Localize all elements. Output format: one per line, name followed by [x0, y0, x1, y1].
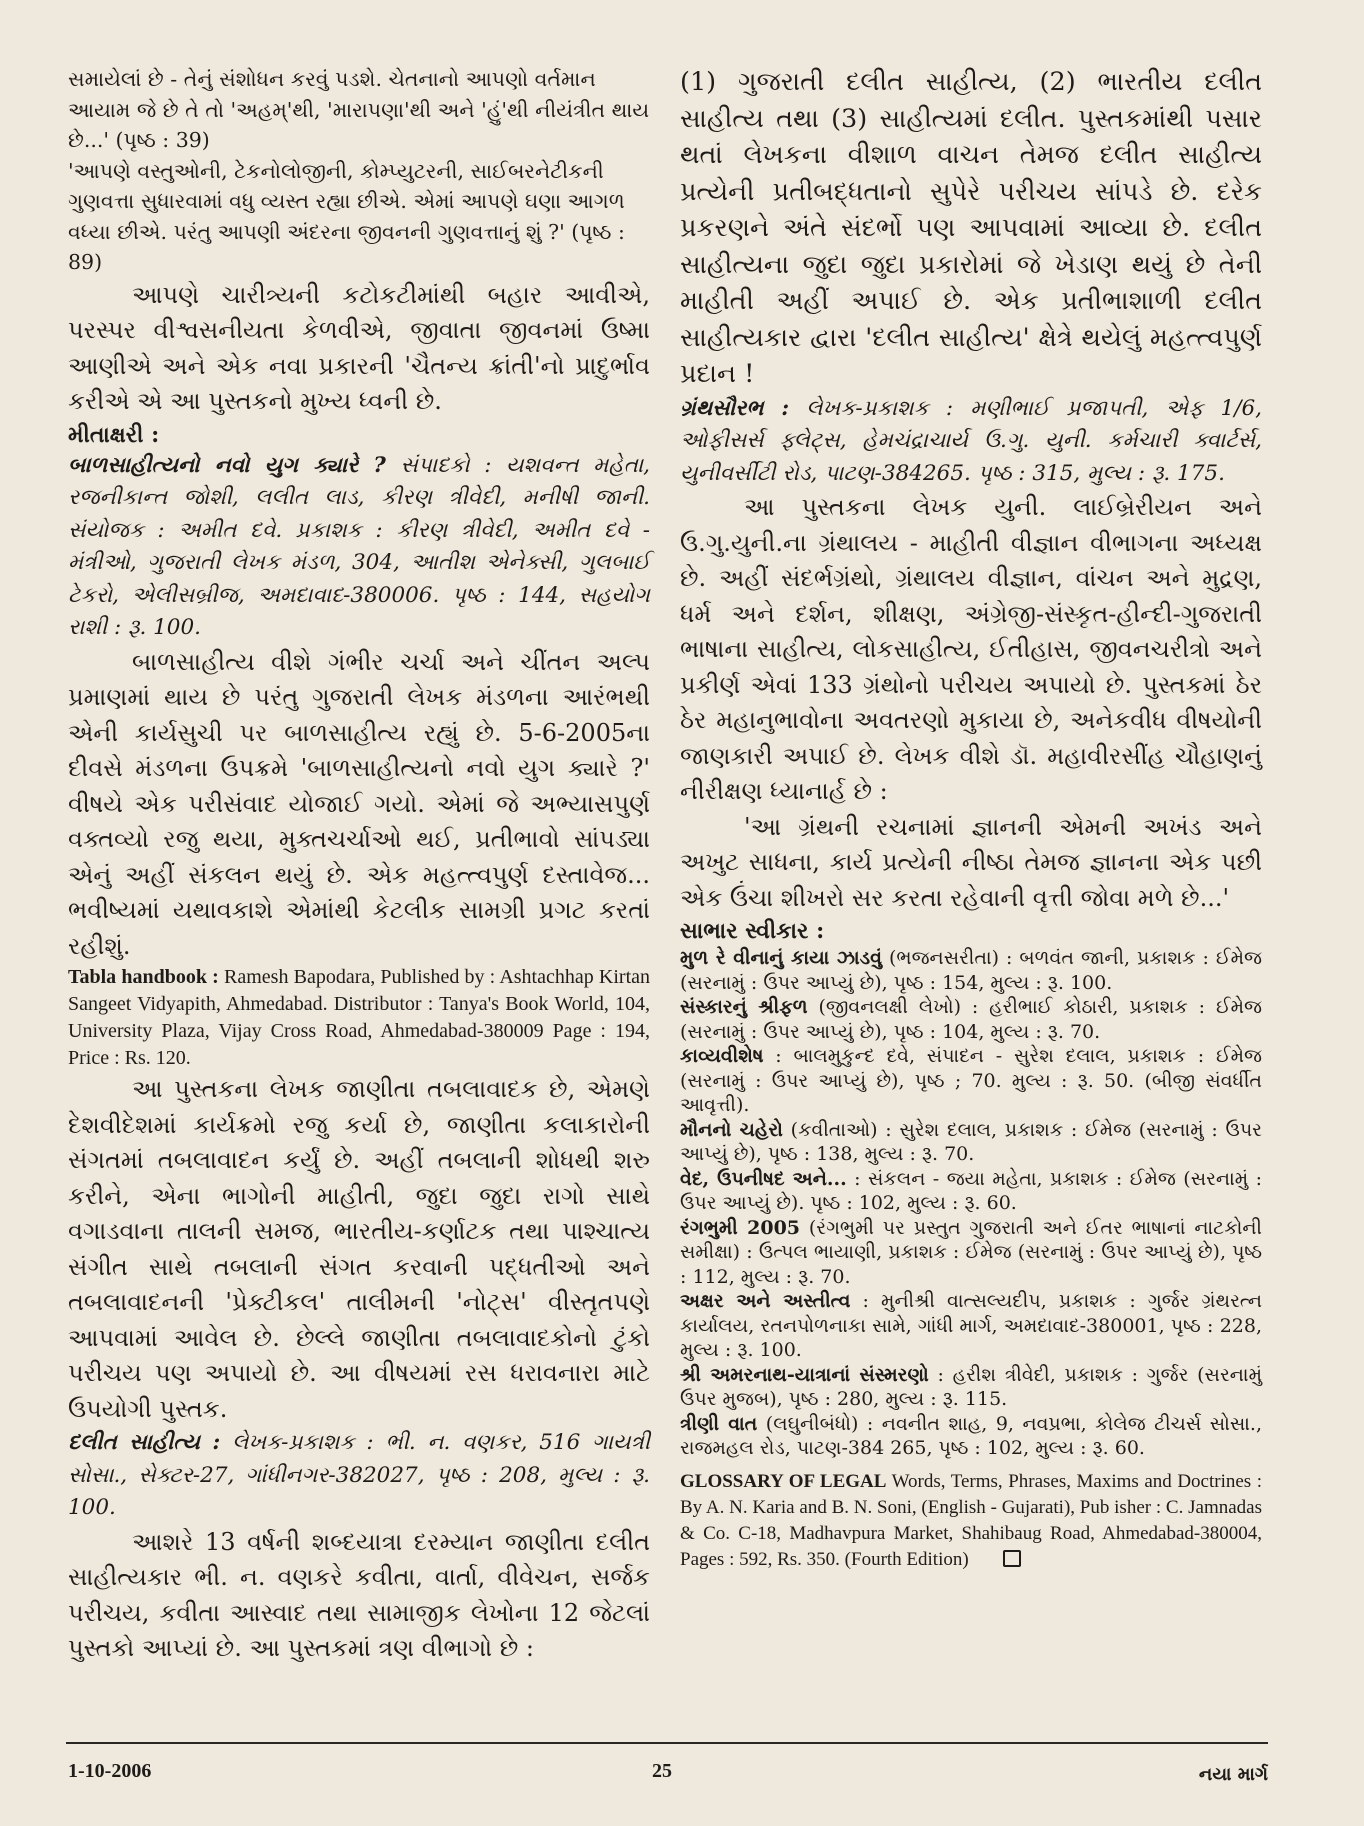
book-title: રંગભુમી 2005 — [680, 1216, 801, 1239]
book-details: (કવીતાઓ) : સુરેશ દલાલ, પ્રકાશક : ઈમેજ (સરનામું : ઉપર આપ્યું છે), પૃષ્ઠ : 138, મુલ્ય : રૂ. 70. — [680, 1118, 1262, 1165]
book-title: શ્રી અમરનાથ-યાત્રાનાં સંસ્મરણો — [680, 1363, 929, 1386]
body-paragraph: બાળસાહીત્ય વીશે ગંભીર ચર્ચા અને ચીંતન અલ્પ પ્રમાણમાં થાય છે પરંતુ ગુજરાતી લેખક મંડળના આરંભથી એની કાર્યસુચી પર બાળસાહીત્ય રહ્યું છે. 5-6-2005ના દીવસે મંડળના ઉપક્રમે 'બાળસાહીત્યનો નવો યુગ ક્યારે ?' વીષયે એક પરીસંવાદ યોજાઈ ગયો. એમાં જે અભ્યાસપુર્ણ વક્તવ્યો રજુ થયા, મુક્તચર્ચાઓ થઈ, પ્રતીભાવો સાંપડ્યા એનું અહીં સંકલન થયું છે. એક મહત્ત્વપુર્ણ દસ્તાવેજ... ભવીષ્યમાં યથાવકાશે એમાંથી કેટલીક સામગ્રી પ્રગટ કરતાં રહીશું. — [68, 647, 650, 960]
acknowledgement-item — [680, 1118, 1262, 1167]
book-details: લેખક-પ્રકાશક : મણીભાઈ પ્રજાપતી, એફ 1/6, ઓફીસર્સ ફ્લેટ્સ, હેમચંદ્રાચાર્ય ઉ.ગુ. યુની. કર્મચારી ક્વાર્ટર્સ, યુનીવર્સીટી રોડ, પાટણ-384265. પૃષ્ઠ : 315, મુલ્ય : રૂ. 175. — [680, 395, 1262, 486]
left-column — [68, 64, 650, 1667]
book-details: (ભજનસરીતા) : બળવંત જાની, પ્રકાશક : ઈમેજ (સરનામું : ઉપર આપ્યું છે), પૃષ્ઠ : 154, મુલ્ય : રૂ. 100. — [680, 947, 1262, 994]
book-citation — [68, 1427, 650, 1525]
book-title: Tabla handbook : — [68, 966, 219, 988]
body-paragraph: આ પુસ્તકના લેખક યુની. લાઈબ્રેરીયન અને ઉ.ગુ.યુની.ના ગ્રંથાલય - માહીતી વીજ્ઞાન વીભાગના અધ્યક્ષ છે. અહીં સંદર્ભગ્રંથો, ગ્રંથાલય વીજ્ઞાન, વાંચન અને મુદ્રણ, ધર્મ અને દર્શન, શીક્ષણ, અંગ્રેજી-સંસ્કૃત-હીન્દી-ગુજરાતી ભાષાના સાહીત્ય, લોકસાહીત્ય, ઈતીહાસ, જીવનચરીત્રો અને પ્રકીર્ણ એવાં 133 ગ્રંથોનો પરીચય અપાયો છે. પુસ્તકમાં ઠેર ઠેર મહાનુભાવોના અવતરણો મુકાયા છે, અનેકવીધ વીષયોની જાણકારી અપાઈ છે. લેખક વીશે ડૉ. મહાવીરસીંહ ચૌહાણનું નીરીક્ષણ ધ્યાનાર્હ છે : — [680, 493, 1262, 805]
book-details: : સંકલન - જયા મહેતા, પ્રકાશક : ઈમેજ (સરનામું : ઉપર આપ્યું છે). પૃષ્ઠ : 102, મુલ્ય : રૂ. 60. — [680, 1167, 1263, 1214]
acknowledgement-item — [680, 1044, 1262, 1118]
quote-paragraph: 'આપણે વસ્તુઓની, ટેકનોલોજીની, કોમ્પ્યુટરની, સાઈબરનેટીકની ગુણવત્તા સુધારવામાં વધુ વ્યસ્ત રહ્યા છીએ. એમાં આપણે ઘણા આગળ વધ્યા છીએ. પરંતુ આપણી અંદરના જીવનની ગુણવત્તાનું શું ?' (પૃષ્ઠ : 89) — [68, 158, 625, 274]
acknowledgement-item — [680, 1289, 1262, 1363]
book-title: કાવ્યવીશેષ — [680, 1045, 764, 1067]
body-paragraph: (1) ગુજરાતી દલીત સાહીત્ય, (2) ભારતીય દલીત સાહીત્ય તથા (3) સાહીત્યમાં દલીત. પુસ્તકમાંથી પસાર થતાં લેખકના વીશાળ વાચન તેમજ દલીત સાહીત્ય પ્રત્યેની પ્રતીબદ્ધતાનો સુપેરે પરીચય સાંપડે છે. દરેક પ્રકરણને અંતે સંદર્ભો પણ આપવામાં આવ્યા છે. દલીત સાહીત્યના જુદા જુદા પ્રકારોમાં જે ખેડાણ થયું છે તેની માહીતી અહીં અપાઈ છે. એક પ્રતીભાશાળી દલીત સાહીત્યકાર દ્વારા 'દલીત સાહીત્ય' ક્ષેત્રે થયેલું મહત્ત્વપુર્ણ પ્રદાન ! — [680, 67, 1262, 389]
book-title: GLOSSARY OF LEGAL — [680, 1470, 887, 1492]
book-details: (લઘુનીબંધો) : નવનીત શાહ, 9, નવપ્રભા, કોલેજ ટીચર્સ સોસા., રાજમહલ રોડ, પાટણ-384 265, પૃષ્ઠ : 102, મુલ્ય : રૂ. 60. — [680, 1412, 1263, 1459]
english-citation — [68, 964, 650, 1072]
body-paragraph: આપણે ચારીત્ર્યની કટોકટીમાંથી બહાર આવીએ, પરસ્પર વીશ્વસનીયતા કેળવીએ, જીવાતા જીવનમાં ઉષ્મા આણીએ અને એક નવા પ્રકારની 'ચૈતન્ય ક્રાંતી'નો પ્રાદુર્ભાવ કરીએ એ આ પુસ્તકનો મુખ્ય ધ્વની છે. — [68, 280, 650, 415]
book-details: Words, Terms, Phrases, Maxims and Doctrines : By A. N. Karia and B. N. Soni, (English - Gujarati), Pub isher : C. Jamnadas & Co. C-18, Madhavpura Market, Shahibaug Road, Ahmedabad-380004, Pages : 592, Rs. 350. (Fourth Edition) — [680, 1470, 1262, 1570]
book-title: ત્રીણી વાત — [680, 1412, 758, 1435]
book-title: વેદ, ઉપનીષદ અને... — [680, 1167, 847, 1190]
book-title: ગ્રંથસૌરભ : — [680, 395, 790, 421]
acknowledgement-item — [680, 1412, 1262, 1461]
acknowledgement-item — [680, 1167, 1262, 1216]
book-citation — [680, 393, 1262, 491]
book-details: : મુનીશ્રી વાત્સલ્યદીપ, પ્રકાશક : ગુર્જર ગ્રંથરત્ન કાર્યાલય, રતનપોળનાકા સામે, ગાંધી માર્ગ, અમદાવાદ-380001, પૃષ્ઠ : 228, મુલ્ય : રૂ. 100. — [680, 1290, 1262, 1361]
page-number: 25 — [652, 1760, 672, 1782]
footer-divider — [66, 1742, 1268, 1744]
book-details: : હરીશ ત્રીવેદી, પ્રકાશક : ગુર્જર (સરનામું ઉપર મુજબ), પૃષ્ઠ : 280, મુલ્ય : રૂ. 115. — [680, 1363, 1262, 1410]
end-mark-icon — [1003, 1550, 1021, 1567]
english-citation — [680, 1469, 1262, 1573]
book-title: સંસ્કારનું શ્રીફળ — [680, 996, 808, 1018]
issue-date: 1-10-2006 — [68, 1760, 152, 1782]
book-citation — [68, 450, 650, 645]
quote-paragraph: 'આ ગ્રંથની રચનામાં જ્ઞાનની એમની અખંડ અને અખુટ સાધના, કાર્ય પ્રત્યેની નીષ્ઠા તેમજ જ્ઞાનના એક પછી એક ઉંચા શીખરો સર કરતા રહેવાની વૃત્તી જોવા મળે છે...' — [680, 812, 1262, 912]
book-title: દલીત સાહીત્ય : — [68, 1430, 221, 1455]
section-heading: સાભાર સ્વીકાર : — [680, 918, 825, 944]
book-details: (રંગભુમી પર પ્રસ્તુત ગુજરાતી અને ઈતર ભાષાનાં નાટકોની સમીક્ષા) : ઉત્પલ ભાયાણી, પ્રકાશક : ઈમેજ (સરનામું : ઉપર આપ્યું છે), પૃષ્ઠ : 112, મુલ્ય : રૂ. 70. — [680, 1216, 1262, 1288]
book-details: (જીવનલક્ષી લેખો) : હરીભાઈ કોઠારી, પ્રકાશક : ઈમેજ (સરનામું : ઉપર આપ્યું છે), પૃષ્ઠ : 104, મુલ્ય : રૂ. 70. — [680, 996, 1262, 1043]
acknowledgement-item — [680, 1363, 1262, 1412]
acknowledgement-list — [680, 946, 1262, 1461]
acknowledgement-item — [680, 995, 1262, 1044]
book-title: મુળ રે વીનાનું કાયા ઝાડવું — [680, 947, 882, 969]
section-heading: મીતાક્ષરી : — [68, 421, 160, 448]
body-paragraph: આશરે 13 વર્ષની શબ્દયાત્રા દરમ્યાન જાણીતા દલીત સાહીત્યકાર ભી. ન. વણકરે કવીતા, વાર્તા, વીવેચન, સર્જક પરીચય, કવીતા આસ્વાદ તથા સામાજીક લેખોના 12 જેટલાં પુસ્તકો આપ્યાં છે. આ પુસ્તકમાં ત્રણ વીભાગો છે : — [68, 1527, 650, 1662]
publication-name: નયા માર્ગ — [1198, 1764, 1268, 1785]
quote-paragraph: સમાયેલાં છે - તેનું સંશોધન કરવું પડશે. ચેતનાનો આપણો વર્તમાન આયામ જે છે તે તો 'અહમ્'થી, 'મારાપણા'થી અને 'હું'થી નીયંત્રીત થાય છે...' (પૃષ્ઠ : 39) — [68, 67, 650, 152]
book-title: મૌનનો ચહેરો — [680, 1118, 783, 1141]
right-column — [680, 64, 1262, 1573]
book-title: બાળસાહીત્યનો નવો યુગ ક્યારે ? — [68, 452, 386, 478]
book-details: : બાલમુકુન્દ દવે, સંપાદન - સુરેશ દલાલ, પ્રકાશક : ઈમેજ (સરનામું : ઉપર આપ્યું છે), પૃષ્ઠ ; 70. મુલ્ય : રૂ. 50. (બીજી સંવર્ધીત આવૃત્તી). — [680, 1045, 1262, 1116]
body-paragraph: આ પુસ્તકના લેખક જાણીતા તબલાવાદક છે, એમણે દેશવીદેશમાં કાર્યક્રમો રજુ કર્યા છે, જાણીતા કલાકારોની સંગતમાં તબલાવાદન કર્યું છે. અહીં તબલાની શોધથી શરુ કરીને, એના ભાગોની માહીતી, જુદા જુદા રાગો સાથે વગાડવાના તાલની સમજ, ભારતીય-કર્ણાટક તથા પાશ્ચાત્ય સંગીત સાથે તબલાની સંગત કરવાની પદ્ધતીઓ અને તબલાવાદનની 'પ્રેક્ટીકલ' તાલીમની 'નોટ્સ' વીસ્તૃતપણે આપવામાં આવેલ છે. છેલ્લે જાણીતા તબલાવાદકોનો ટુંકો પરીચય પણ અપાયો છે. આ વીષયમાં રસ ધરાવનારા માટે ઉપયોગી પુસ્તક. — [68, 1075, 650, 1423]
book-details: Ramesh Bapodara, Published by : Ashtachhap Kirtan Sangeet Vidyapith, Ahmedabad. Distributor : Tanya's Book World, 104, University Plaza, Vijay Cross Road, Ahmedabad-380009 Page : 194, Price : Rs. 120. — [68, 966, 651, 1069]
book-details: સંપાદકો : યશવન્ત મહેતા, રજનીકાન્ત જોશી, લલીત લાડ, કીરણ ત્રીવેદી, મનીષી જાની. સંયોજક : અમીત દવે. પ્રકાશક : કીરણ ત્રીવેદી, અમીત દવે - મંત્રીઓ, ગુજરાતી લેખક મંડળ, 304, આતીશ એનેક્સી, ગુલબાઈ ટેકરો, એલીસબ્રીજ, અમદાવાદ-380006. પૃષ્ઠ : 144, સહયોગ રાશી : રૂ. 100. — [68, 452, 650, 640]
book-title: અક્ષર અને અસ્તીત્વ — [680, 1290, 851, 1312]
acknowledgement-item — [680, 1216, 1262, 1290]
book-details: લેખક-પ્રકાશક : ભી. ન. વણકર, 516 ગાયત્રી સોસા., સેક્ટર-27, ગાંધીનગર-382027, પૃષ્ઠ : 208, મુલ્ય : રૂ. 100. — [68, 1430, 651, 1520]
acknowledgement-item — [680, 946, 1262, 995]
